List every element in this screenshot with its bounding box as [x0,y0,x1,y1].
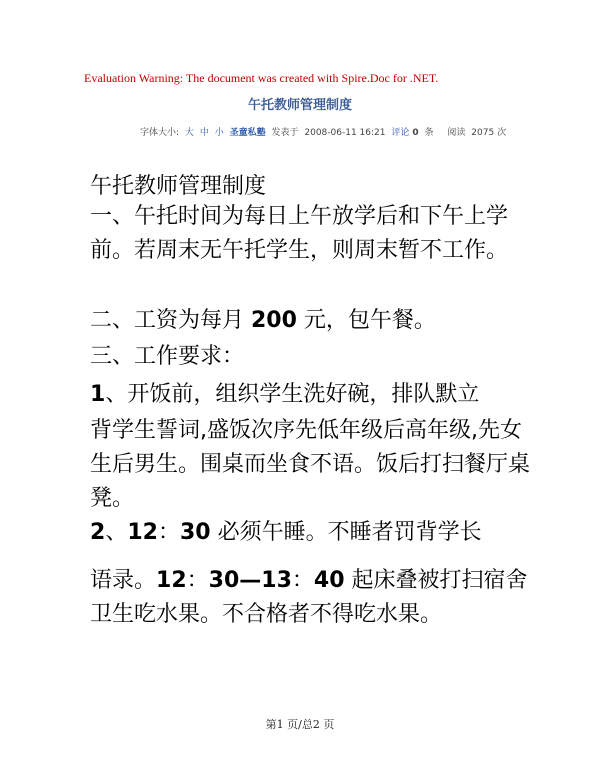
paragraph-2 [90,304,530,338]
paragraph-7-text-a: 语录。 [90,568,157,593]
post-datetime: 2008-06-11 16:21 [304,128,386,138]
paragraph-2-text-a: 二、工资为每月 [90,308,251,333]
comments-count: 0 [412,128,419,138]
paragraph-7-text-b: 起床叠被打扫宿舍卫生吃水果。不合格者不得吃水果。 [90,568,528,627]
reads-label: 阅读 [447,128,466,138]
paragraph-7-num-2: 30—13 [208,568,292,593]
paragraph-4-number: 1 [90,382,106,407]
paragraph-7-num-1: 12 [156,568,187,593]
paragraph-4 [90,378,530,412]
author-link[interactable]: 圣童私塾 [229,128,266,138]
paragraph-6 [90,516,530,550]
evaluation-warning: Evaluation Warning: The document was created with Spire.Doc for .NET. [84,71,439,85]
paragraph-5: 背学生誓词,盛饭次序先低年级后高年级,先女生后男生。围桌而坐食不语。饭后打扫餐厅桌凳。 [90,418,531,511]
posted-label: 发表于 [271,128,299,138]
paragraph-6-num-2: 12 [127,520,158,545]
paragraph-4-text: 、开饭前，组织学生洗好碗，排队默立 [105,382,480,407]
comments-link[interactable]: 评论 [391,128,410,138]
paragraph-7-colon-2: ： [291,568,314,593]
page-footer: 第1 页/总2 页 [265,718,335,731]
reads-unit: 次 [497,128,507,138]
paragraph-2-text-b: 元，包午餐。 [296,308,436,333]
paragraph-7-colon-1: ： [186,568,209,593]
paragraph-6-num-3: 30 [179,520,211,545]
document-title: 午托教师管理制度 [247,98,352,113]
paragraph-7 [90,564,530,632]
paragraph-3: 三、工作要求： [90,344,245,369]
paragraph-6-num-1: 2 [90,520,106,545]
paragraph-6-text: 必须午睡。不睡者罚背学长 [210,520,482,545]
paragraph-2-number: 200 [251,308,297,333]
body-heading: 午托教师管理制度 [90,174,267,199]
article-meta [140,125,509,138]
font-size-medium-link[interactable]: 中 [199,128,209,138]
font-size-large-link[interactable]: 大 [184,128,194,138]
paragraph-6-sep: 、 [105,520,128,545]
paragraph-1: 一、午托时间为每日上午放学后和下午上学前。若周末无午托学生，则周末暂不工作。 [90,204,509,263]
paragraph-6-colon: ： [157,520,180,545]
reads-count: 2075 [471,128,495,138]
font-size-small-link[interactable]: 小 [214,128,224,138]
comments-unit: 条 [424,128,434,138]
paragraph-7-num-3: 40 [313,568,345,593]
font-size-label: 字体大小: [140,128,180,138]
